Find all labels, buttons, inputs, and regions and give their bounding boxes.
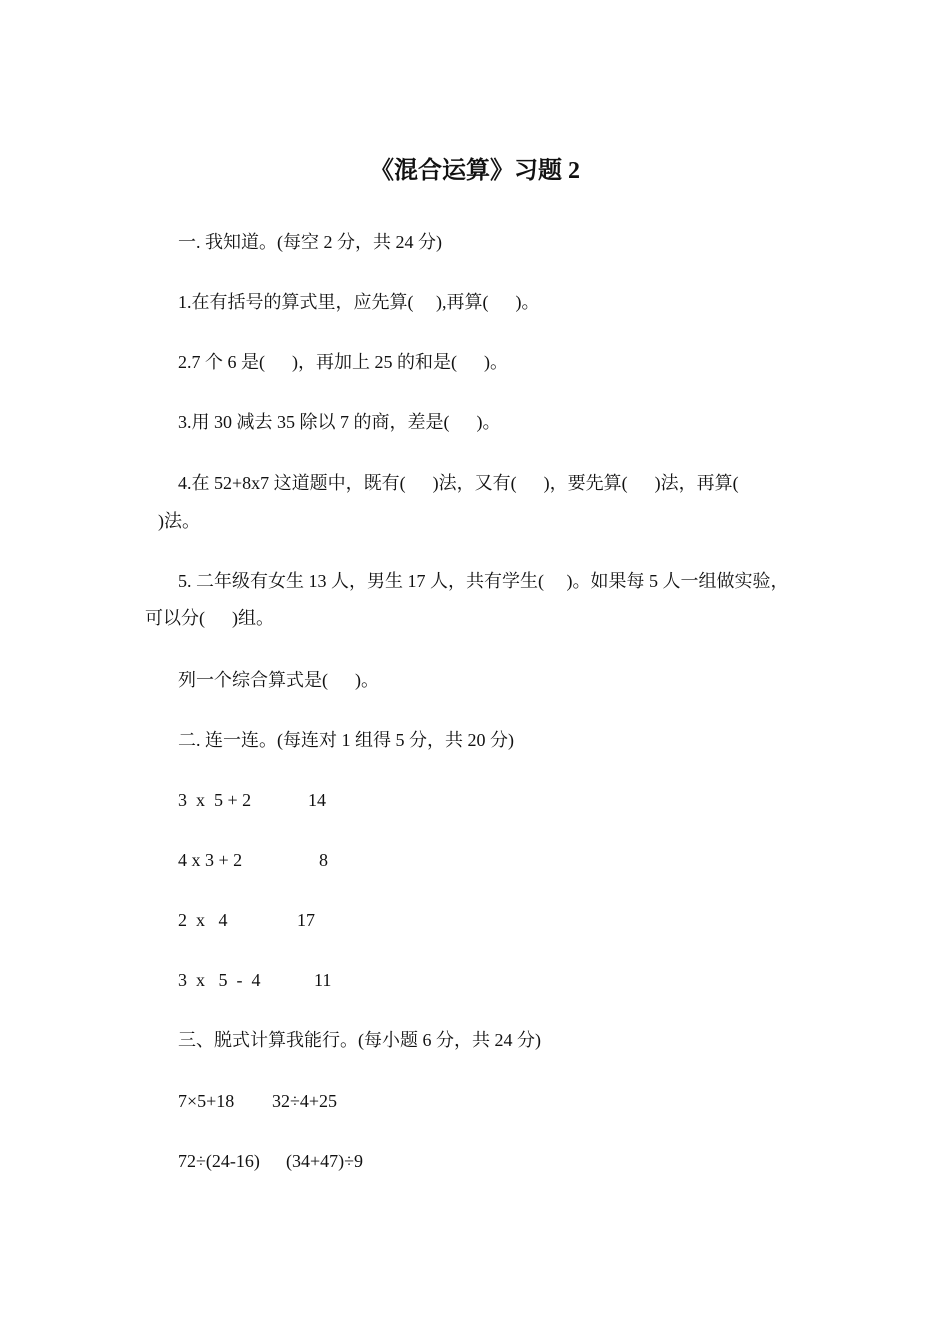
section3-heading: 三、脱式计算我能行。(每小题 6 分，共 24 分) [178, 1030, 541, 1050]
calc-problem: 7×5+18 [178, 1091, 235, 1111]
question-2: 2.7 个 6 是( )，再加上 25 的和是( )。 [178, 352, 508, 372]
calc-problem: 72÷(24-16) [178, 1151, 260, 1171]
question-5-line2: 可以分( )组。 [145, 608, 274, 628]
match-answer: 14 [308, 790, 326, 810]
section2-heading: 二. 连一连。(每连对 1 组得 5 分，共 20 分) [178, 730, 514, 750]
match-answer: 17 [297, 910, 315, 930]
section1-heading: 一. 我知道。(每空 2 分，共 24 分) [178, 232, 442, 252]
question-4-line2: )法。 [158, 511, 200, 531]
question-5-line3: 列一个综合算式是( )。 [178, 670, 379, 690]
match-expr: 3 x 5 + 2 [178, 790, 252, 810]
match-expr: 4 x 3 + 2 [178, 850, 243, 870]
calc-problem: (34+47)÷9 [286, 1151, 364, 1171]
calc-problem: 32÷4+25 [272, 1091, 338, 1111]
question-4-line1: 4.在 52+8x7 这道题中，既有( )法，又有( )，要先算( )法，再算( [178, 473, 739, 493]
match-answer: 11 [314, 970, 332, 990]
question-3: 3.用 30 减去 35 除以 7 的商，差是( )。 [178, 412, 501, 432]
question-1: 1.在有括号的算式里，应先算( ),再算( )。 [178, 292, 540, 312]
question-5-line1: 5. 二年级有女生 13 人，男生 17 人，共有学生( )。如果每 5 人一组做实验， [178, 571, 789, 591]
match-answer: 8 [319, 850, 328, 870]
match-expr: 3 x 5 - 4 [178, 970, 261, 990]
match-expr: 2 x 4 [178, 910, 228, 930]
page-title: 《混合运算》习题 2 [370, 158, 580, 184]
